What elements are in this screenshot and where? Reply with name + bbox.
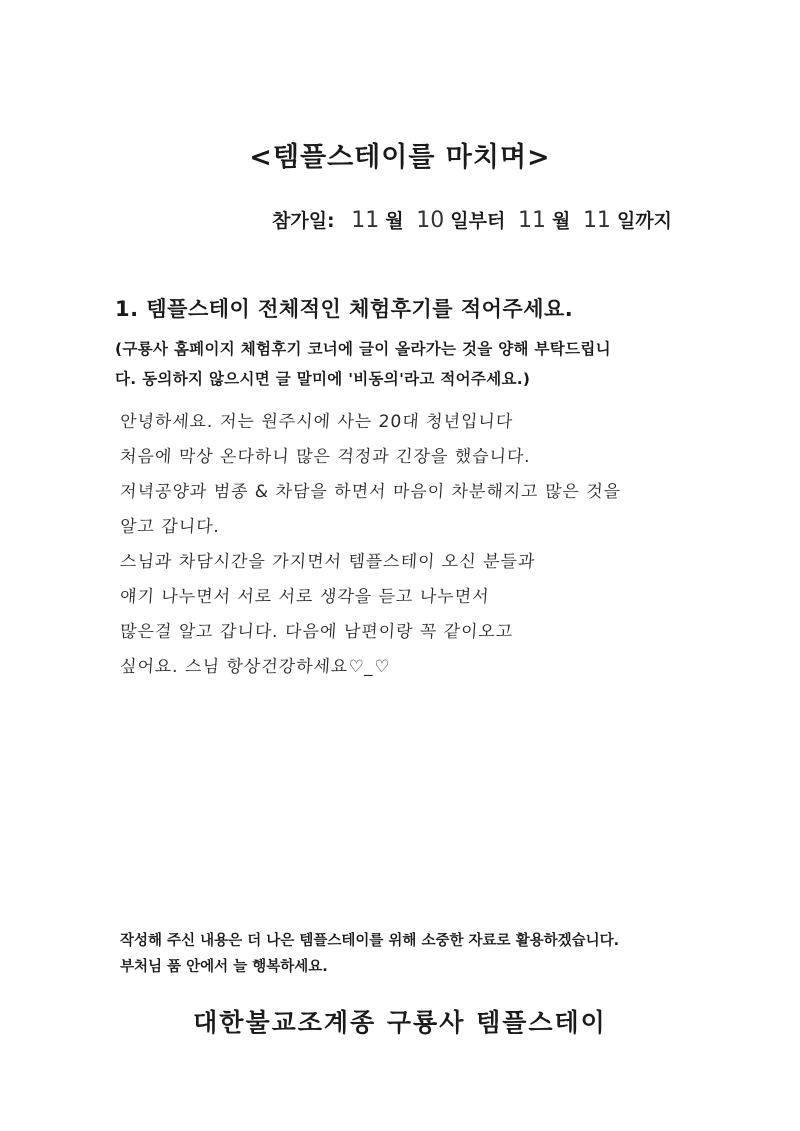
- consent-note-line: 다. 동의하지 않으시면 글 말미에 '비동의'라고 적어주세요.): [115, 370, 531, 388]
- end-month-value: 11: [517, 208, 546, 233]
- review-line: 많은걸 알고 갑니다. 다음에 남편이랑 꼭 같이오고: [119, 622, 515, 642]
- review-line: 싶어요. 스님 항상건강하세요♡_♡: [119, 657, 391, 677]
- organization-name: 대한불교조계종 구룡사 템플스테이: [193, 1008, 607, 1037]
- footer-message-line: 작성해 주신 내용은 더 나은 템플스테이를 위해 소중한 자료로 활용하겠습니다.: [120, 933, 620, 949]
- question-heading: 1. 템플스테이 전체적인 체험후기를 적어주세요.: [115, 297, 574, 321]
- footer-message-line: 부처님 품 안에서 늘 행복하세요.: [120, 959, 328, 975]
- review-line: 알고 갑니다.: [119, 517, 221, 537]
- participation-date: [272, 206, 672, 233]
- page-title: <템플스테이를 마치며>: [249, 142, 551, 173]
- end-day-value: 11: [582, 208, 611, 233]
- handwritten-review: [120, 405, 680, 685]
- start-month-value: 11: [351, 208, 380, 233]
- review-line: 저녁공양과 범종 & 차담을 하면서 마음이 차분해지고 많은 것을: [119, 482, 622, 502]
- review-line: 스님과 차담시간을 가지면서 템플스테이 오신 분들과: [119, 552, 537, 572]
- month-unit-end: 월: [551, 210, 571, 232]
- review-line: 안녕하세요. 저는 원주시에 사는 20대 청년입니다: [119, 412, 514, 432]
- participation-label: 참가일:: [271, 210, 335, 232]
- day-from-label: 일부터: [450, 210, 506, 232]
- start-day-value: 10: [416, 208, 445, 233]
- consent-note-line: (구룡사 홈페이지 체험후기 코너에 글이 올라가는 것을 양해 부탁드립니: [115, 340, 611, 358]
- consent-note: [115, 334, 690, 394]
- day-until-label: 일까지: [616, 210, 672, 232]
- review-line: 얘기 나누면서 서로 서로 생각을 듣고 나누면서: [119, 587, 491, 607]
- month-unit-start: 월: [385, 210, 404, 232]
- footer-message: [120, 928, 619, 980]
- review-line: 처음에 막상 온다하니 많은 걱정과 긴장을 했습니다.: [119, 447, 532, 467]
